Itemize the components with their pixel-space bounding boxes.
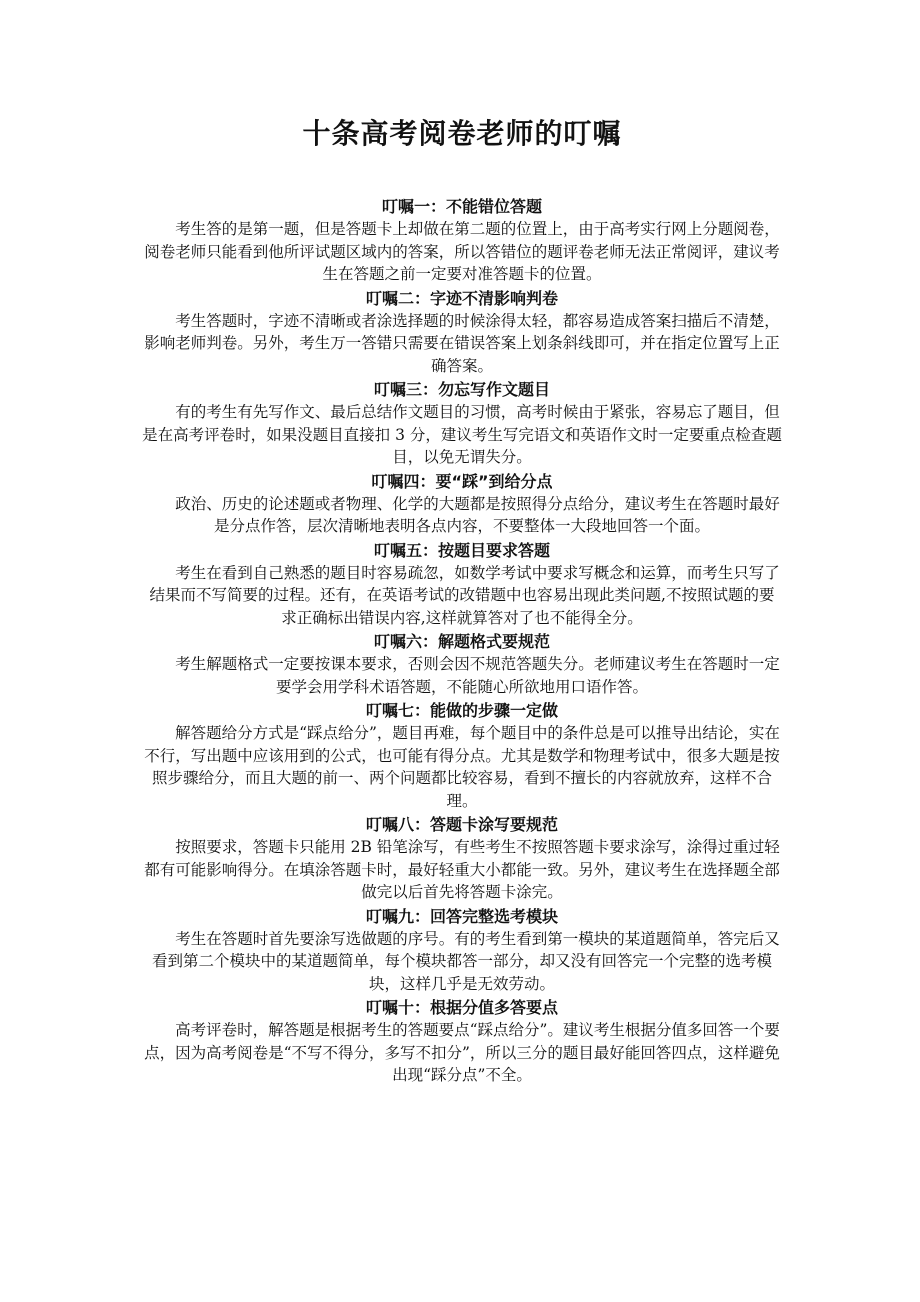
tip-body: 考生在答题时首先要涂写选做题的序号。有的考生看到第一模块的某道题简单，答完后又看到第二个模块中的某道题简单，每个模块都答一部分，却又没有回答完一个完整的选考模块，这样几乎是无效劳动。 [151,929,780,993]
tip-body: 高考评卷时，解答题是根据考生的答题要点“踩点给分”。建议考生根据分值多回答一个要点，因为高考阅卷是“不写不得分，多写不扣分”，所以三分的题目最好能回答四点，这样避免出现“踩分点”不全。 [144,1021,780,1084]
tip-body: 按照要求，答题卡只能用 2B 铅笔涂写，有些考生不按照答题卡要求涂写，涂得过重过轻都有可能影响得分。在填涂答题卡时，最好轻重大小都能一致。另外，建议考生在选择题全部做完以后首先将答题卡涂完。 [144,838,780,901]
tip-4 [142,471,782,538]
tip-9 [142,906,782,996]
tip-6 [142,631,782,698]
tip-heading: 叮嘱十：根据分值多答要点 [365,998,558,1017]
document-title: 十条高考阅卷老师的叮嘱 [302,117,622,150]
document-content [142,112,782,1089]
tip-body: 考生解题格式一定要按课本要求，否则会因不规范答题失分。老师建议考生在答题时一定要学会用学科术语答题，不能随心所欲地用口语作答。 [175,655,780,696]
tip-2 [142,288,782,378]
tip-10 [142,997,782,1087]
tip-1 [142,196,782,286]
tip-body: 解答题给分方式是“踩点给分”，题目再难，每个题目中的条件总是可以推导出结论，实在不行，写出题中应该用到的公式，也可能有得分点。尤其是数学和物理考试中，很多大题是按照步骤给分，而且大题的前一、两个问题都比较容易，看到不擅长的内容就放弃，这样不合理。 [144,724,780,810]
tip-heading: 叮嘱六：解题格式要规范 [373,632,550,651]
tip-heading: 叮嘱五：按题目要求答题 [373,540,550,560]
tip-5 [142,540,782,630]
tip-body: 有的考生有先写作文、最后总结作文题目的习惯，高考时候由于紧张，容易忘了题目，但是在高考评卷时，如果没题目直接扣 3 分，建议考生写完语文和英语作文时一定要重点检查题目，以免无谓失分。 [142,403,782,466]
tip-body: 考生答的是第一题，但是答题卡上却做在第二题的位置上，由于高考实行网上分题阅卷，阅卷老师只能看到他所评试题区域内的答案，所以答错位的题评卷老师无法正常阅评，建议考生在答题之前一定要对准答题卡的位置。 [144,220,780,283]
tip-7 [142,700,782,812]
tip-body: 考生在看到自己熟悉的题目时容易疏忽，如数学考试中要求写概念和运算，而考生只写了结果而不写简要的过程。还有，在英语考试的改错题中也容易出现此类问题,不按照试题的要求正确标出错误内容,这样就算答对了也不能得全分。 [149,563,780,627]
tip-8 [142,814,782,904]
tip-heading: 叮嘱三：勿忘写作文题目 [373,380,550,399]
tip-heading: 叮嘱九：回答完整选考模块 [365,906,558,926]
tip-heading: 叮嘱七：能做的步骤一定做 [365,701,558,720]
tip-heading: 叮嘱四：要“踩”到给分点 [371,471,553,491]
tip-body: 政治、历史的论述题或者物理、化学的大题都是按照得分点给分，建议考生在答题时最好是分点作答，层次清晰地表明各点内容，不要整体一大段地回答一个面。 [175,494,780,535]
tip-body: 考生答题时，字迹不清晰或者涂选择题的时候涂得太轻，都容易造成答案扫描后不清楚，影响老师判卷。另外，考生万一答错只需要在错误答案上划条斜线即可，并在指定位置写上正确答案。 [144,311,780,375]
tip-heading: 叮嘱一：不能错位答题 [381,197,542,216]
tips-list [142,196,782,1087]
tip-heading: 叮嘱二：字迹不清影响判卷 [365,288,558,308]
tip-3 [142,379,782,469]
tip-heading: 叮嘱八：答题卡涂写要规范 [365,815,558,834]
